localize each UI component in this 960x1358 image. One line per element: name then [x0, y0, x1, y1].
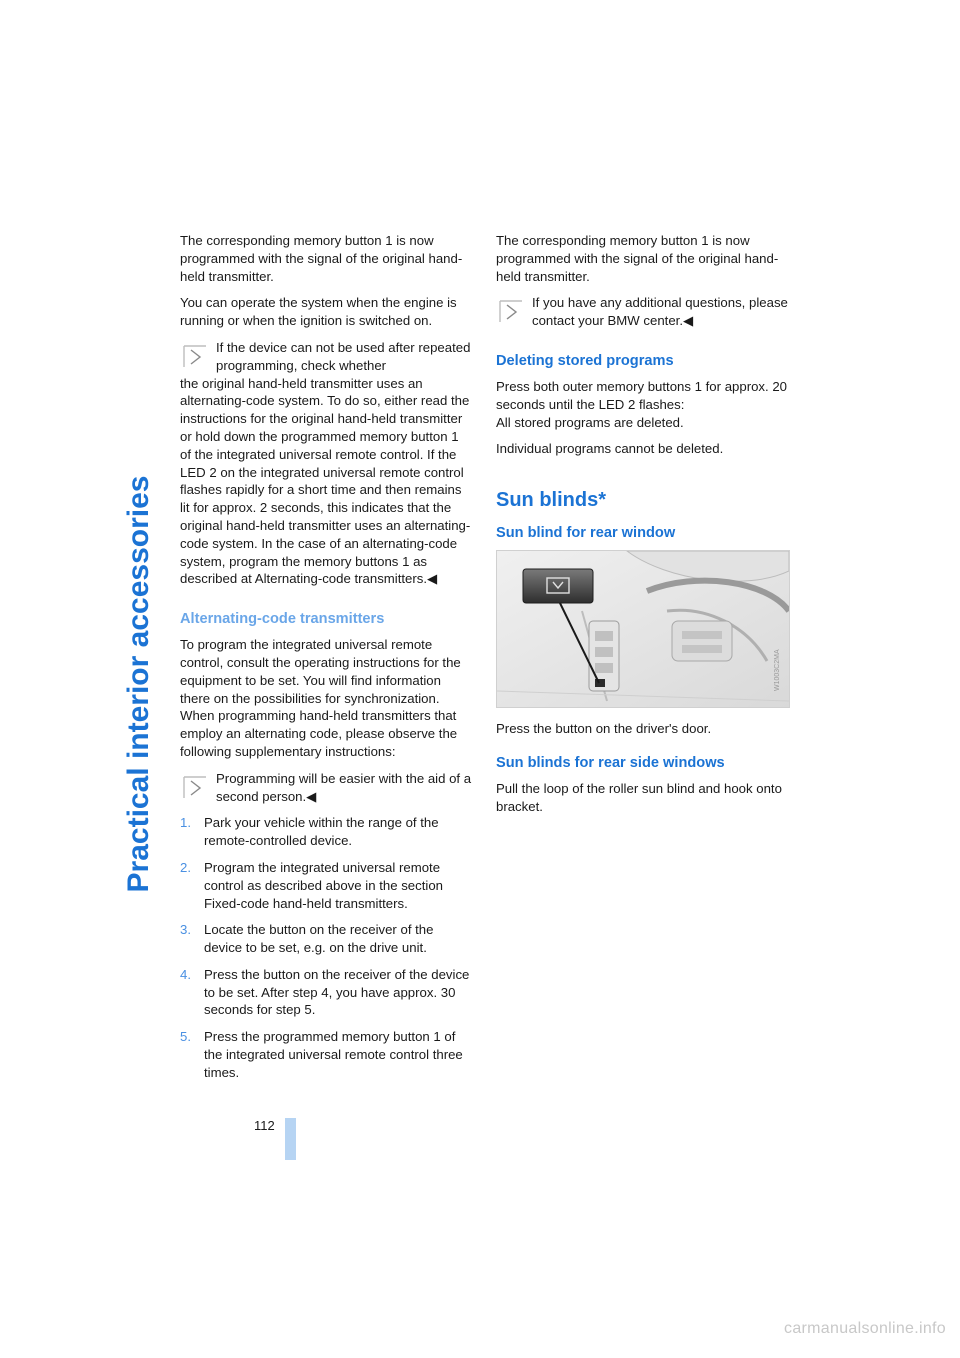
paragraph: To program the integrated universal remote control, consult the operating instructions for the equipment to be set. You will find information there on the possibilities for synchronization.	[180, 637, 461, 706]
paragraph: Pull the loop of the roller sun blind and hook onto bracket.	[496, 780, 782, 814]
door-panel-illustration	[497, 551, 789, 707]
note-block	[496, 294, 789, 330]
heading-rear-side-windows: Sun blinds for rear side windows	[496, 754, 725, 771]
note-arrow-icon	[182, 343, 208, 369]
page-number: 112	[254, 1118, 275, 1133]
paragraph: Press the button on the driver's door.	[496, 721, 712, 737]
note-block	[180, 339, 473, 588]
step-text: Park your vehicle within the range of the remote-controlled device.	[204, 815, 439, 849]
section-title-text: Practical interior accessories	[122, 475, 155, 893]
footer-watermark: carmanualsonline.info	[784, 1320, 946, 1337]
step-text: Press the button on the receiver of the device to be set. After step 4, you have approx. 30 seconds for step 5.	[204, 966, 470, 1018]
heading-rear-window: Sun blind for rear window	[496, 525, 676, 542]
section-title	[118, 232, 158, 1132]
step-number: 4.	[180, 966, 191, 982]
step-text: Program the integrated universal remote control as described above in the section Fixed-code hand-held transmitters.	[204, 859, 443, 911]
list-item	[180, 966, 473, 1019]
note-text-indented: If the device can not be used after repeated programming, check whether	[216, 339, 471, 373]
list-item	[180, 859, 473, 912]
heading-sun-blinds: Sun blinds*	[496, 489, 606, 512]
note-block	[180, 770, 473, 806]
steps-list	[180, 814, 473, 1081]
paragraph: The corresponding memory button 1 is now programmed with the signal of the original hand-held transmitter.	[496, 233, 779, 284]
note-text: Programming will be easier with the aid of a second person.◀	[216, 770, 472, 804]
right-column	[496, 232, 789, 825]
step-number: 2.	[180, 859, 191, 875]
note-arrow-icon	[498, 298, 524, 324]
step-number: 3.	[180, 922, 191, 938]
heading-deleting-programs: Deleting stored programs	[496, 352, 674, 369]
paragraph: You can operate the system when the engine is running or when the ignition is switched on.	[180, 295, 457, 329]
left-column	[180, 232, 473, 1091]
note-arrow-icon	[182, 774, 208, 800]
paragraph: Individual programs cannot be deleted.	[496, 441, 724, 457]
paragraph: When programming hand-held transmitters that employ an alternating code, please observe the following supplementary instructions:	[180, 708, 458, 759]
step-number: 1.	[180, 815, 191, 831]
step-text: Press the programmed memory button 1 of the integrated universal remote control three times.	[204, 1029, 463, 1080]
paragraph: The corresponding memory button 1 is now programmed with the signal of the original hand-held transmitter.	[180, 233, 463, 284]
list-item	[180, 921, 473, 957]
section-title-graphic	[118, 232, 158, 1132]
note-text: the original hand-held transmitter uses an alternating-code system. To do so, either read the instructions for the original hand-held transmitter or hold down the programmed memory button 1 of the integrated universal remote control. If the LED 2 on the integrated universal remote control flashes rapidly for a short time and then remains lit for approx. 2 seconds, this indicates that the original hand-held transmitter uses an alternating-code system. In the case of an alternating-code system, program the memory buttons 1 as described at Alternating-code transmitters.◀	[180, 375, 471, 587]
paragraph: All stored programs are deleted.	[496, 414, 684, 430]
page-marker-bar	[285, 1118, 296, 1160]
paragraph: Press both outer memory buttons 1 for approx. 20 seconds until the LED 2 flashes:	[496, 378, 788, 412]
list-item	[180, 1028, 473, 1081]
heading-alternating-code: Alternating-code transmitters	[180, 611, 385, 628]
list-item	[180, 814, 473, 850]
step-text: Locate the button on the receiver of the device to be set, e.g. on the drive unit.	[204, 922, 434, 956]
door-button-photo	[496, 550, 790, 708]
photo-code: W1003C2MA	[774, 649, 781, 692]
note-text: If you have any additional questions, please contact your BMW center.◀	[532, 295, 788, 329]
step-number: 5.	[180, 1029, 191, 1045]
